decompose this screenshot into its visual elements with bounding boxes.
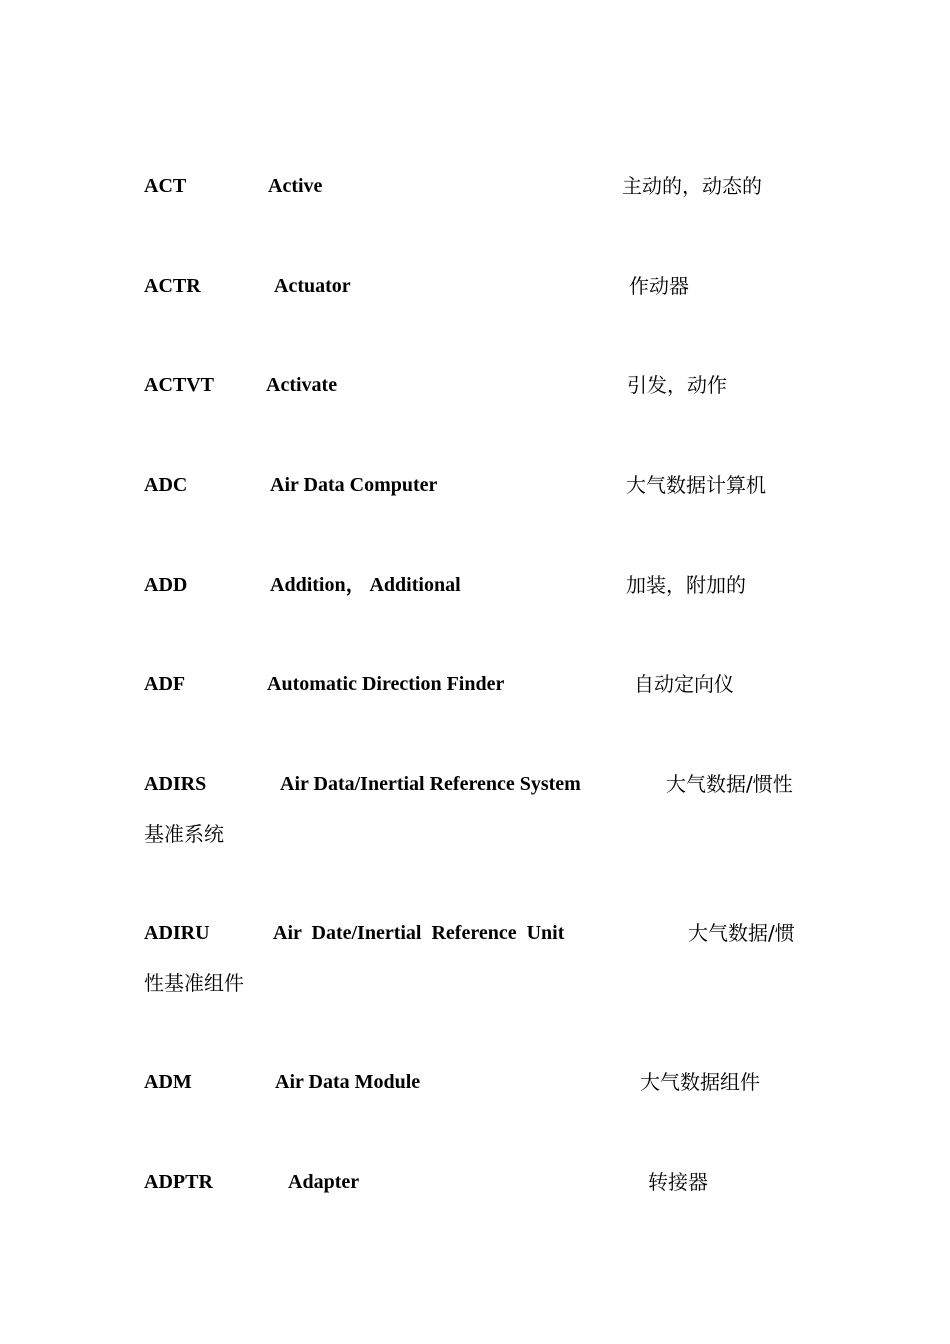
abbreviation: ADIRS (144, 773, 207, 795)
chinese-translation: 大气数据组件 (640, 1070, 760, 1094)
chinese-translation-continued: 性基准组件 (144, 971, 244, 995)
chinese-translation: 大气数据/惯 (688, 921, 795, 945)
glossary-entry-actr (144, 273, 824, 313)
english-term: Actuator (274, 275, 351, 297)
chinese-translation-continued: 基准系统 (144, 822, 224, 846)
chinese-translation: 大气数据计算机 (626, 473, 766, 497)
abbreviation: ACTR (144, 275, 201, 297)
abbreviation: ACT (144, 175, 187, 197)
glossary-entry-adirs (144, 771, 824, 851)
english-term: Automatic Direction Finder (267, 673, 505, 695)
chinese-translation: 引发，动作 (627, 373, 727, 397)
english-term: Air Date/Inertial Reference Unit (273, 922, 565, 944)
abbreviation: ADIRU (144, 922, 210, 944)
abbreviation: ADM (144, 1071, 192, 1093)
english-term: Adapter (288, 1171, 360, 1193)
chinese-translation: 加装，附加的 (626, 573, 746, 597)
glossary-entry-adf (144, 671, 824, 711)
glossary-entry-adm (144, 1069, 824, 1109)
chinese-translation: 大气数据/惯性 (666, 772, 793, 796)
english-term: Active (268, 175, 323, 197)
english-term: Addition， Additional (270, 574, 461, 596)
glossary-entry-adc (144, 472, 824, 512)
english-term: Activate (266, 374, 338, 396)
glossary-entry-act (144, 173, 824, 213)
chinese-translation: 主动的，动态的 (622, 174, 762, 198)
chinese-translation: 自动定向仪 (634, 672, 734, 696)
english-term: Air Data Module (275, 1071, 421, 1093)
glossary-entry-adiru (144, 920, 824, 1000)
abbreviation: ADD (144, 574, 188, 596)
abbreviation: ADPTR (144, 1171, 213, 1193)
glossary-entry-add (144, 572, 824, 612)
glossary-entry-actvt (144, 372, 824, 412)
abbreviation: ACTVT (144, 374, 215, 396)
english-term: Air Data/Inertial Reference System (280, 773, 581, 795)
english-term: Air Data Computer (270, 474, 438, 496)
abbreviation: ADF (144, 673, 186, 695)
glossary-entry-adptr (144, 1169, 824, 1209)
chinese-translation: 转接器 (648, 1170, 708, 1194)
abbreviation: ADC (144, 474, 188, 496)
chinese-translation: 作动器 (629, 274, 689, 298)
